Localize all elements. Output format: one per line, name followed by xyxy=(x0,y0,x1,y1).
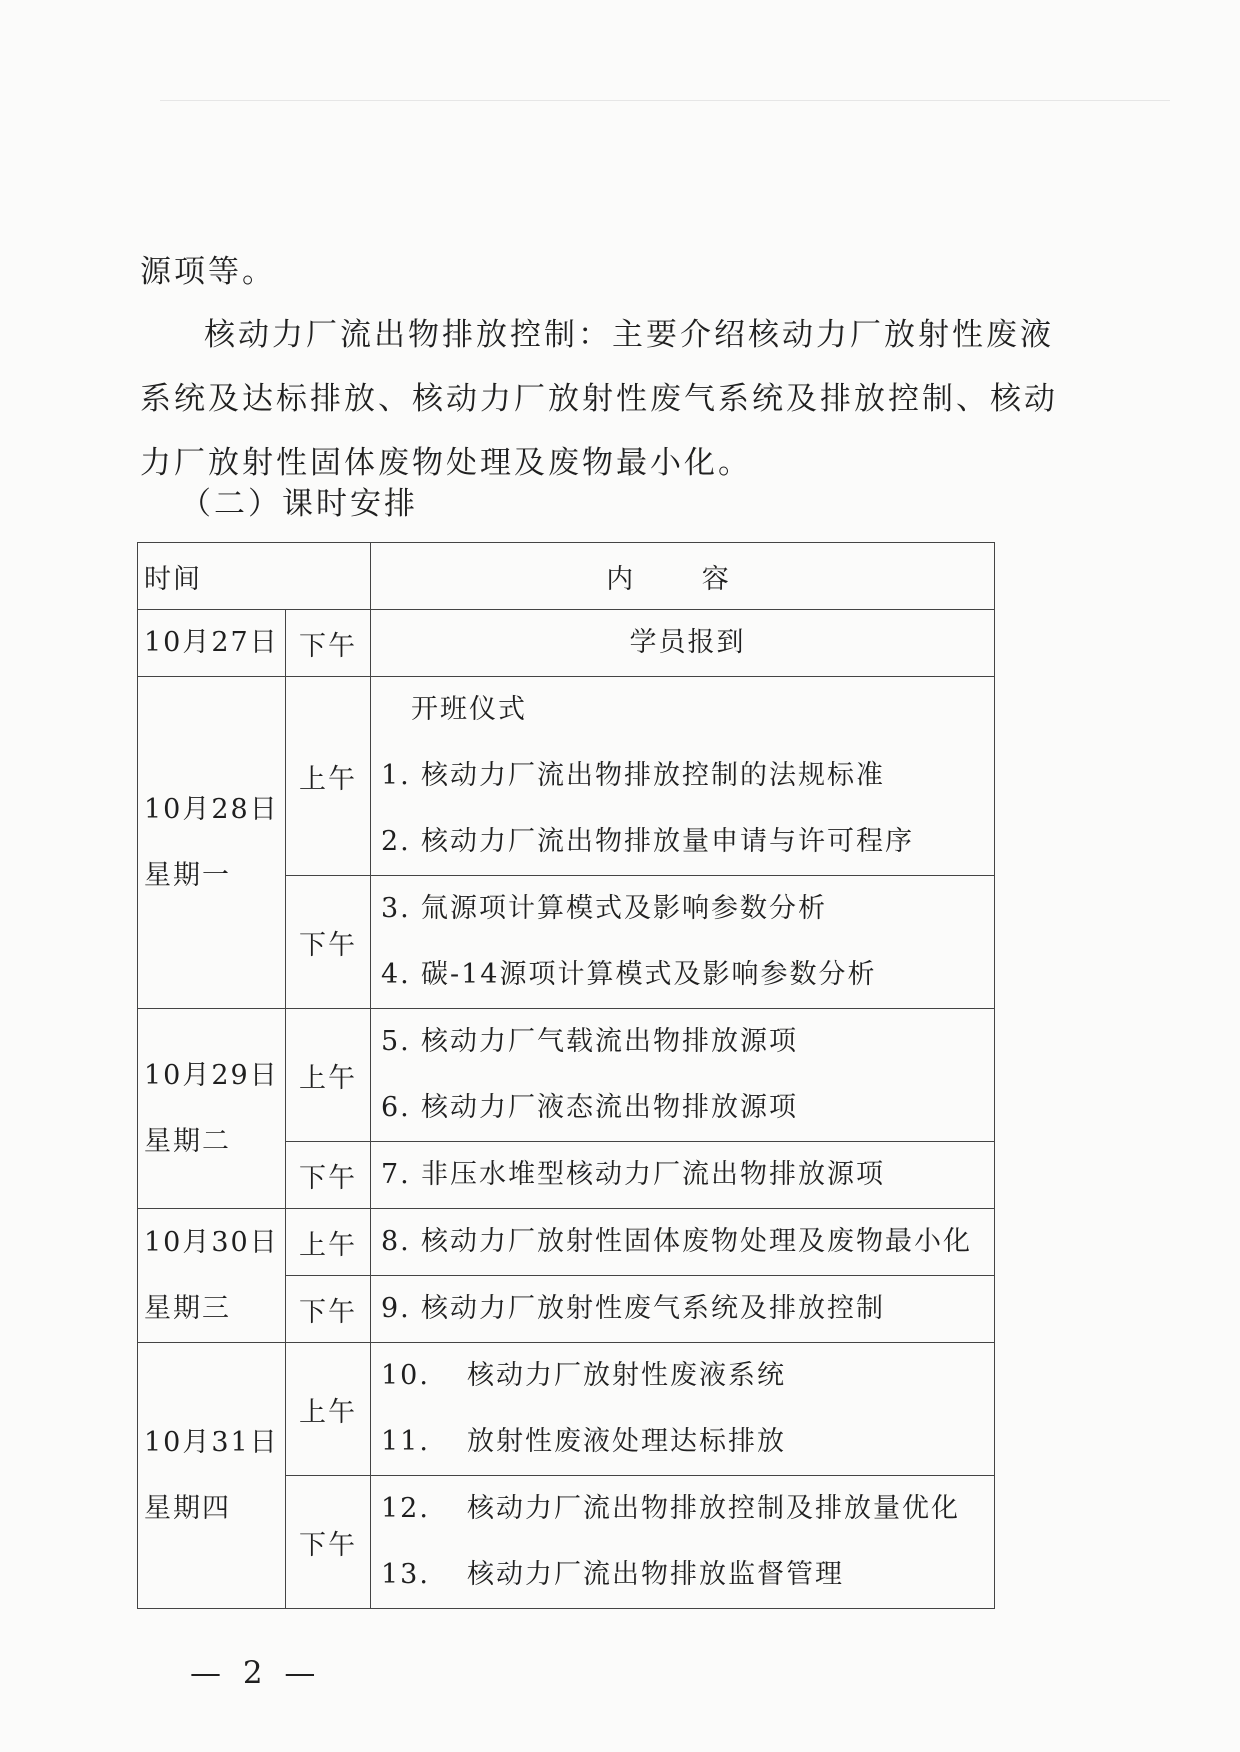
weekday-label: 星期三 xyxy=(144,1292,231,1324)
schedule-item xyxy=(381,743,994,809)
weekday-label: 星期一 xyxy=(144,859,231,891)
item-number: 3. xyxy=(381,893,411,924)
item-number: 10. xyxy=(381,1360,430,1391)
item-number: 13. xyxy=(381,1559,430,1590)
page-top-rule xyxy=(160,100,1170,101)
item-text: 核动力厂气载流出物排放源项 xyxy=(421,1026,798,1057)
date-label: 10月27日 xyxy=(144,627,279,658)
schedule-table xyxy=(137,542,995,1609)
item-text: 核动力厂放射性废液系统 xyxy=(467,1360,786,1391)
schedule-item xyxy=(381,1209,994,1275)
date-label: 10月30日 xyxy=(144,1226,279,1258)
item-number: 8. xyxy=(381,1226,411,1257)
table-header-row xyxy=(138,543,995,610)
schedule-item xyxy=(381,1476,994,1542)
schedule-item xyxy=(381,1142,994,1208)
item-text: 氚源项计算模式及影响参数分析 xyxy=(421,893,827,924)
table-row xyxy=(138,1009,995,1142)
item-number: 1. xyxy=(381,760,411,791)
content-cell xyxy=(371,610,995,677)
paragraph-effluent-control: 核动力厂流出物排放控制：主要介绍核动力厂放射性废液系统及达标排放、核动力厂放射性废气系统及排放控制、核动力厂放射性固体废物处理及废物最小化。 xyxy=(140,317,1058,481)
item-text: 放射性废液处理达标排放 xyxy=(467,1426,786,1457)
date-label: 10月31日 xyxy=(144,1426,279,1458)
item-text: 核动力厂放射性废气系统及排放控制 xyxy=(421,1293,885,1324)
schedule-item xyxy=(381,876,994,942)
period-cell: 下午 xyxy=(286,1276,371,1343)
header-time: 时间 xyxy=(138,543,371,610)
page-number: — 2 — xyxy=(190,1655,322,1691)
weekday-label: 星期二 xyxy=(144,1125,231,1157)
content-cell xyxy=(371,876,995,1009)
paragraph-continuation: 源项等。 xyxy=(140,254,276,290)
date-label: 10月29日 xyxy=(144,1059,279,1091)
period-cell: 下午 xyxy=(286,1142,371,1209)
period-cell: 上午 xyxy=(286,1343,371,1476)
header-content: 内 容 xyxy=(371,543,995,610)
item-text: 非压水堆型核动力厂流出物排放源项 xyxy=(421,1159,885,1190)
item-number: 5. xyxy=(381,1026,411,1057)
schedule-item xyxy=(381,1075,994,1141)
schedule-item xyxy=(381,809,994,875)
content-cell xyxy=(371,1142,995,1209)
item-text: 核动力厂流出物排放量申请与许可程序 xyxy=(421,826,914,857)
item-text: 核动力厂流出物排放控制的法规标准 xyxy=(421,760,885,791)
period-cell: 上午 xyxy=(286,677,371,876)
date-cell xyxy=(138,1009,286,1209)
content-cell xyxy=(371,1476,995,1609)
schedule-item xyxy=(381,1542,994,1608)
item-text: 核动力厂液态流出物排放源项 xyxy=(421,1092,798,1123)
item-number: 9. xyxy=(381,1293,411,1324)
date-cell xyxy=(138,1343,286,1609)
table-row xyxy=(138,677,995,876)
date-cell xyxy=(138,610,286,677)
date-label: 10月28日 xyxy=(144,793,279,825)
item-number: 2. xyxy=(381,826,411,857)
period-cell: 上午 xyxy=(286,1009,371,1142)
content-cell xyxy=(371,1343,995,1476)
period-cell: 上午 xyxy=(286,1209,371,1276)
schedule-item xyxy=(381,1276,994,1342)
schedule-item xyxy=(381,1409,994,1475)
schedule-item xyxy=(381,1343,994,1409)
table-row xyxy=(138,1209,995,1276)
item-number: 6. xyxy=(381,1092,411,1123)
period-cell: 下午 xyxy=(286,876,371,1009)
item-number: 11. xyxy=(381,1426,430,1457)
schedule-item xyxy=(381,942,994,1008)
item-number: 7. xyxy=(381,1159,411,1190)
schedule-item: 开班仪式 xyxy=(411,694,527,725)
item-text: 核动力厂流出物排放监督管理 xyxy=(467,1559,844,1590)
table-row xyxy=(138,1343,995,1476)
period-cell: 下午 xyxy=(286,1476,371,1609)
period-cell: 下午 xyxy=(286,610,371,677)
date-cell xyxy=(138,677,286,1009)
item-text: 碳-14源项计算模式及影响参数分析 xyxy=(421,959,877,990)
schedule-item: 学员报到 xyxy=(629,627,746,658)
content-cell xyxy=(371,677,995,876)
schedule-item xyxy=(381,1009,994,1075)
weekday-label: 星期四 xyxy=(144,1492,231,1524)
content-cell xyxy=(371,1209,995,1276)
date-cell xyxy=(138,1209,286,1343)
section-heading-schedule: （二）课时安排 xyxy=(180,486,418,522)
item-text: 核动力厂放射性固体废物处理及废物最小化 xyxy=(421,1226,972,1257)
item-number: 4. xyxy=(381,959,411,990)
content-cell xyxy=(371,1276,995,1343)
table-row xyxy=(138,610,995,677)
item-number: 12. xyxy=(381,1493,430,1524)
content-cell xyxy=(371,1009,995,1142)
item-text: 核动力厂流出物排放控制及排放量优化 xyxy=(467,1493,960,1524)
